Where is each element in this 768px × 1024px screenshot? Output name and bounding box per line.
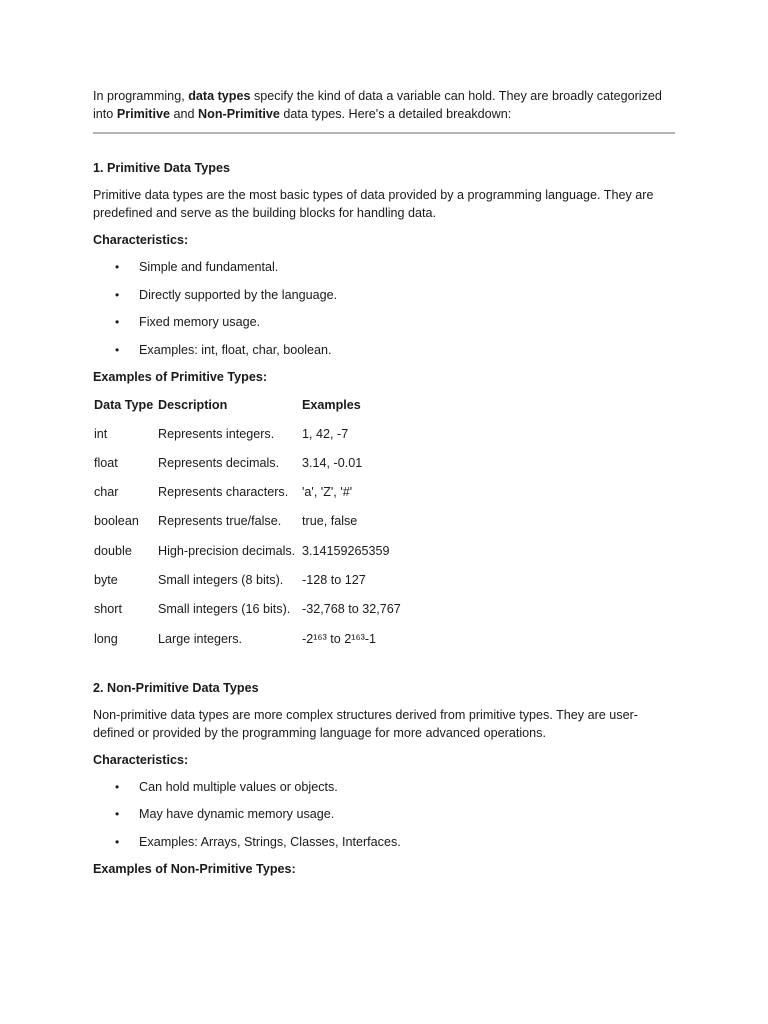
cell-description: Represents true/false. xyxy=(158,514,282,529)
horizontal-divider xyxy=(93,132,675,134)
non-primitive-heading: 2. Non-Primitive Data Types xyxy=(93,680,259,695)
bullet-icon: • xyxy=(115,260,120,274)
list-item-text: Directly supported by the language. xyxy=(139,287,338,302)
list-item-text: May have dynamic memory usage. xyxy=(139,807,335,822)
cell-examples: -32,768 to 32,767 xyxy=(302,602,401,617)
intro-text-2: specify the kind of data a variable can hold. They are broadly categorized into xyxy=(93,89,662,121)
bullet-icon: • xyxy=(115,287,120,302)
list-item-text: Examples: Arrays, Strings, Classes, Interfaces. xyxy=(139,834,401,849)
non-primitive-description: Non-primitive data types are more complex structures derived from primitive types. They are user-defined or provided by the programming language for more advanced operations. xyxy=(93,707,638,740)
non-primitive-characteristics-list xyxy=(93,778,675,851)
cell-examples: 3.14, -0.01 xyxy=(302,455,363,470)
intro-text-4: data types. Here's a detailed breakdown: xyxy=(279,107,512,121)
cell-data-type: double xyxy=(94,543,132,558)
list-item-text: Can hold multiple values or objects. xyxy=(139,779,338,794)
intro-text-1: In programming, xyxy=(93,89,189,103)
intro-bold-data-types: data types xyxy=(188,89,251,103)
list-item xyxy=(93,258,675,276)
cell-data-type: byte xyxy=(94,572,118,587)
cell-data-type: boolean xyxy=(94,514,139,529)
column-header-examples: Examples xyxy=(302,397,361,412)
table-row xyxy=(93,512,402,541)
table-row xyxy=(93,454,402,483)
cell-data-type: short xyxy=(94,602,122,617)
cell-description: Small integers (16 bits). xyxy=(158,602,291,617)
bullet-icon: • xyxy=(115,342,120,357)
primitive-description: Primitive data types are the most basic types of data provided by a programming language. They are predefined and serve as the building blocks for handling data. xyxy=(93,188,654,220)
list-item-text: Examples: int, float, char, boolean. xyxy=(139,342,332,357)
table-row xyxy=(93,425,402,454)
list-item xyxy=(93,341,675,359)
bullet-icon: • xyxy=(115,834,120,849)
list-item xyxy=(93,833,675,851)
non-primitive-section xyxy=(93,679,675,878)
table-row xyxy=(93,542,402,571)
cell-examples: true, false xyxy=(302,514,358,529)
list-item-text: Fixed memory usage. xyxy=(139,315,261,329)
list-item xyxy=(93,286,675,304)
primitive-heading: 1. Primitive Data Types xyxy=(93,161,230,175)
cell-examples: 'a', 'Z', '#' xyxy=(302,485,353,500)
table-row xyxy=(93,571,402,600)
cell-data-type: long xyxy=(94,631,118,646)
table-header-row xyxy=(93,396,402,425)
list-item xyxy=(93,778,675,796)
primitive-types-table xyxy=(93,396,402,659)
bullet-icon: • xyxy=(115,779,120,794)
cell-description: Represents characters. xyxy=(158,485,289,500)
cell-examples: -128 to 127 xyxy=(302,572,366,587)
intro-bold-primitive: Primitive xyxy=(116,107,171,121)
column-header-description: Description xyxy=(158,397,228,412)
cell-data-type: int xyxy=(94,426,108,441)
primitive-section xyxy=(93,159,675,659)
cell-examples: 1, 42, -7 xyxy=(302,426,349,441)
table-row xyxy=(93,630,402,659)
cell-data-type: char xyxy=(94,485,119,500)
primitive-characteristics-list xyxy=(93,258,675,359)
cell-description: High-precision decimals. xyxy=(158,543,296,558)
list-item xyxy=(93,313,675,331)
cell-examples: 3.14159265359 xyxy=(302,543,390,558)
intro-paragraph xyxy=(93,87,675,123)
cell-description: Large integers. xyxy=(158,631,243,646)
intro-bold-non-primitive: Non-Primitive xyxy=(198,107,280,121)
cell-data-type: float xyxy=(94,455,118,470)
cell-description: Represents decimals. xyxy=(158,455,280,470)
table-row xyxy=(93,483,402,512)
column-header-data-type: Data Type xyxy=(94,397,154,412)
non-primitive-examples-label: Examples of Non-Primitive Types: xyxy=(93,861,296,876)
document-body xyxy=(93,87,675,887)
list-item-text: Simple and fundamental. xyxy=(139,260,279,274)
list-item xyxy=(93,805,675,823)
primitive-characteristics-label: Characteristics: xyxy=(93,233,189,247)
table-row xyxy=(93,600,402,629)
cell-description: Represents integers. xyxy=(158,426,275,441)
cell-description: Small integers (8 bits). xyxy=(158,572,284,587)
non-primitive-characteristics-label: Characteristics: xyxy=(93,752,189,767)
bullet-icon: • xyxy=(115,315,120,329)
cell-examples: -2¹⁶³ to 2¹⁶³-1 xyxy=(302,631,377,646)
intro-text-3: and xyxy=(170,107,199,121)
primitive-examples-label: Examples of Primitive Types: xyxy=(93,369,268,384)
bullet-icon: • xyxy=(115,807,120,822)
